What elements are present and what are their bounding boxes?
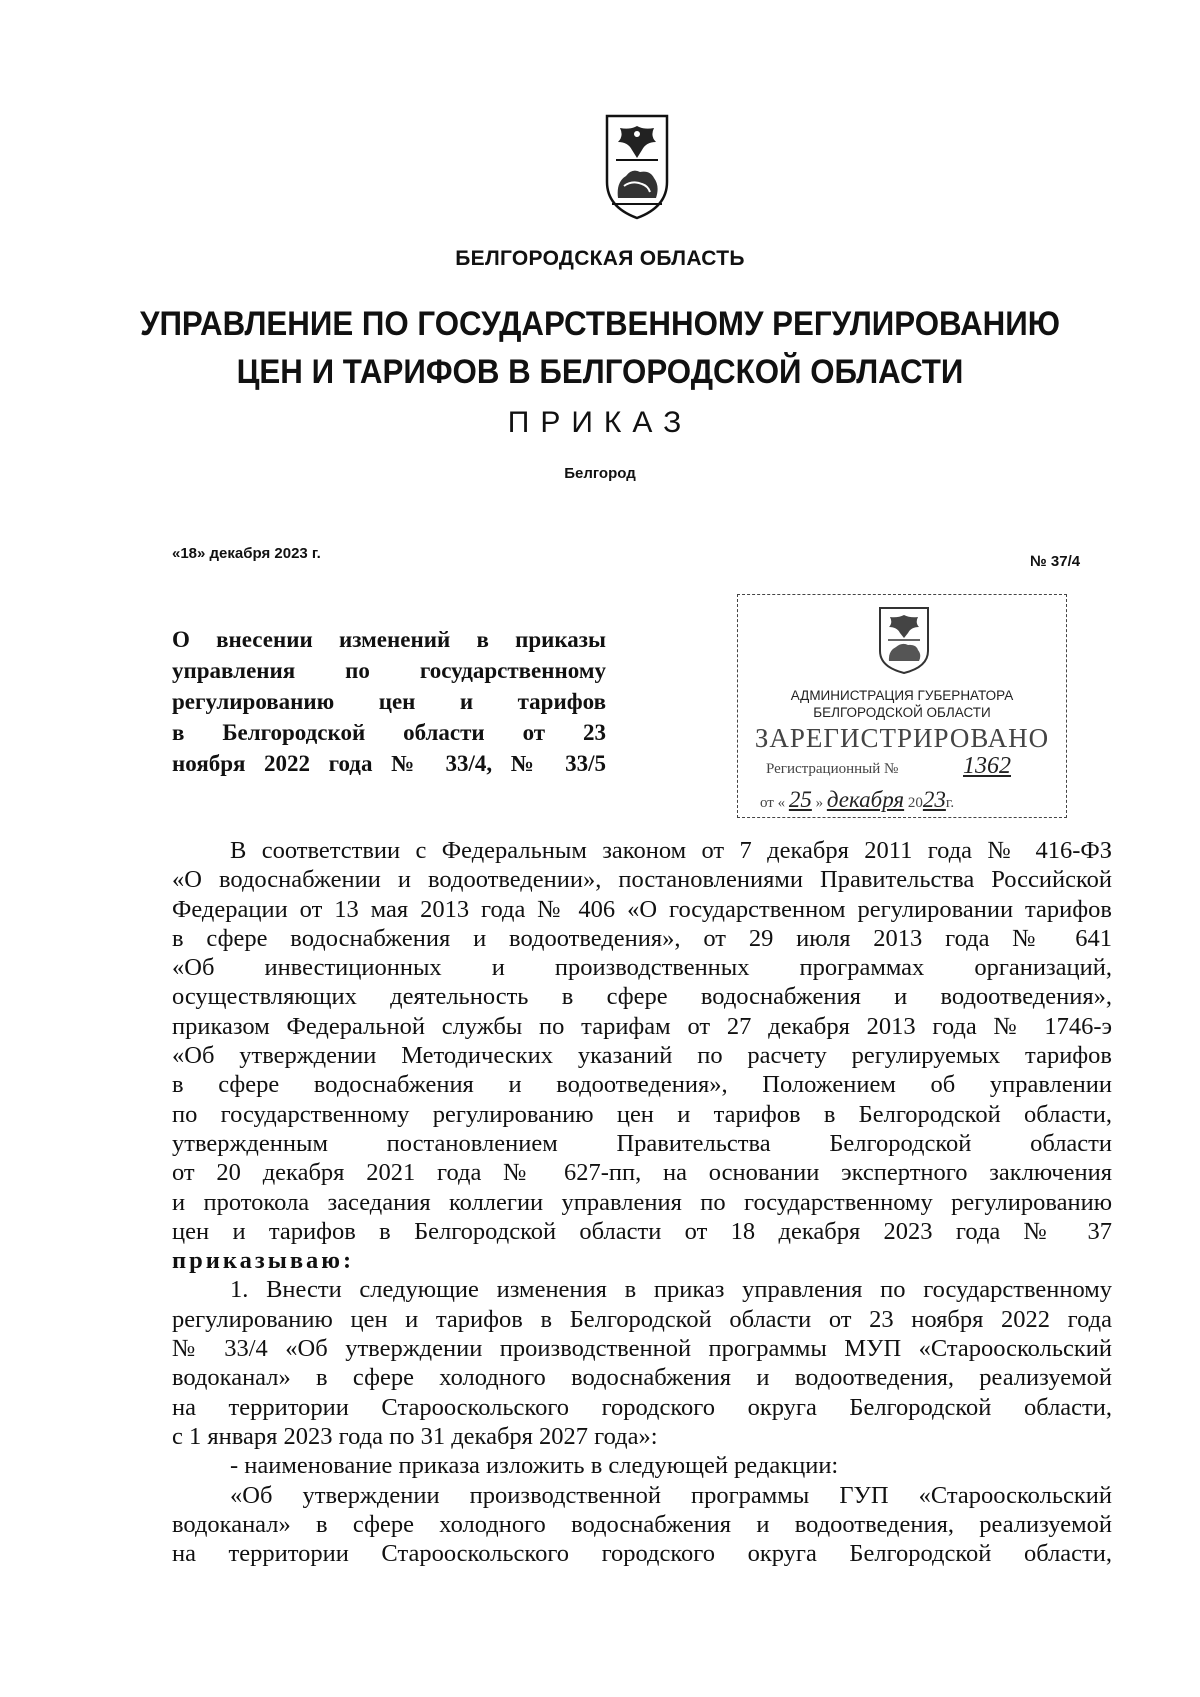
document-subject <box>172 624 606 779</box>
body-line: от 20 декабря 2021 года № 627-пп, на основании экспертного заключения <box>172 1159 1112 1187</box>
stamp-year-prefix: 20 <box>907 795 923 811</box>
body-line: водоканал» в сфере холодного водоснабжения и водоотведения, реализуемой <box>172 1364 1112 1392</box>
registration-stamp <box>737 594 1067 818</box>
stamp-organization <box>738 687 1066 721</box>
body-line: цен и тарифов в Белгородской области от 18 декабря 2023 года № 37 <box>172 1217 1112 1245</box>
body-line: - наименование приказа изложить в следующей редакции: <box>230 1452 839 1480</box>
document-type: ПРИКАЗ <box>507 406 693 439</box>
stamp-date-prefix: от « <box>760 795 786 811</box>
body-line: утвержденным постановлением Правительства Белгородской области <box>172 1129 1112 1157</box>
body-line: регулированию цен и тарифов в Белгородской области от 23 ноября 2022 года <box>172 1305 1112 1333</box>
stamp-org-line1: АДМИНИСТРАЦИЯ ГУБЕРНАТОРА <box>790 688 1014 703</box>
department-title <box>48 300 1152 396</box>
body-line: по государственному регулированию цен и тарифов в Белгородской области, <box>172 1100 1112 1128</box>
body-line: на территории Старооскольского городского округа Белгородской области, <box>172 1393 1112 1421</box>
body-line: «Об утверждении производственной программы ГУП «Старооскольский <box>230 1481 1112 1509</box>
subject-line: управления по государственному <box>172 658 606 683</box>
stamp-org-line2: БЕЛГОРОДСКОЙ ОБЛАСТИ <box>813 705 991 720</box>
body-line: «Об инвестиционных и производственных программах организаций, <box>172 954 1112 982</box>
body-line: и протокола заседания коллегии управления по государственному регулированию <box>172 1188 1112 1216</box>
body-line: Федерации от 13 мая 2013 года № 406 «О государственном регулировании тарифов <box>172 895 1112 923</box>
body-line: № 33/4 «Об утверждении производственной программы МУП «Старооскольский <box>172 1335 1112 1363</box>
stamp-month: декабря <box>826 787 905 812</box>
body-line: «Об утверждении Методических указаний по расчету регулируемых тарифов <box>172 1042 1112 1070</box>
subject-line: регулированию цен и тарифов <box>172 689 606 714</box>
stamp-year-suffix: г. <box>945 795 955 811</box>
item-1-sub <box>172 1451 1112 1480</box>
body-line: приказом Федеральной службы по тарифам от 27 декабря 2013 года № 1746-э <box>172 1012 1112 1040</box>
document-date: «18» декабря 2023 г. <box>172 545 321 562</box>
department-title-line1: УПРАВЛЕНИЕ ПО ГОСУДАРСТВЕННОМУ РЕГУЛИРОВАНИЮ <box>139 305 1061 343</box>
body-line: 1. Внести следующие изменения в приказ управления по государственному <box>230 1276 1112 1304</box>
preamble-paragraph <box>172 836 1112 1275</box>
body-line: В соответствии с Федеральным законом от 7 декабря 2011 года № 416-ФЗ <box>230 837 1112 864</box>
stamp-date-mid: » <box>815 795 824 811</box>
body-line: в сфере водоснабжения и водоотведения», от 29 июля 2013 года № 641 <box>172 924 1112 952</box>
subject-line: О внесении изменений в приказы <box>172 627 606 652</box>
item-1-new-title <box>172 1481 1112 1569</box>
body-line: с 1 января 2023 года по 31 декабря 2027 года»: <box>172 1422 658 1450</box>
stamp-reg-label: Регистрационный № <box>766 761 899 777</box>
body-line: осуществляющих деятельность в сфере водоснабжения и водоотведения», <box>172 983 1112 1011</box>
body-line: водоканал» в сфере холодного водоснабжения и водоотведения, реализуемой <box>172 1510 1112 1538</box>
stamp-year: 23 <box>922 787 946 812</box>
stamp-day: 25 <box>788 787 812 812</box>
stamp-reg-number: 1362 <box>963 753 1011 779</box>
stamp-date <box>760 787 954 813</box>
subject-line: в Белгородской области от 23 <box>172 720 606 745</box>
order-word: приказываю: <box>172 1247 355 1275</box>
body-line: в сфере водоснабжения и водоотведения», Положением об управлении <box>172 1071 1112 1099</box>
document-body <box>172 836 1112 1568</box>
body-line: «О водоснабжении и водоотведении», постановлениями Правительства Российской <box>172 866 1112 894</box>
city: Белгород <box>564 465 636 482</box>
stamp-status: ЗАРЕГИСТРИРОВАНО <box>754 723 1050 753</box>
stamp-coat-of-arms-icon <box>876 605 932 675</box>
coat-of-arms-icon <box>602 112 672 222</box>
region-title: БЕЛГОРОДСКАЯ ОБЛАСТЬ <box>455 247 745 270</box>
subject-line: ноября 2022 года № 33/4, № 33/5 <box>172 751 606 776</box>
department-title-line2: ЦЕН И ТАРИФОВ В БЕЛГОРОДСКОЙ ОБЛАСТИ <box>236 353 964 391</box>
body-line: на территории Старооскольского городского округа Белгородской области, <box>172 1540 1112 1568</box>
document-number: № 37/4 <box>1030 553 1081 570</box>
item-1-paragraph <box>172 1275 1112 1451</box>
